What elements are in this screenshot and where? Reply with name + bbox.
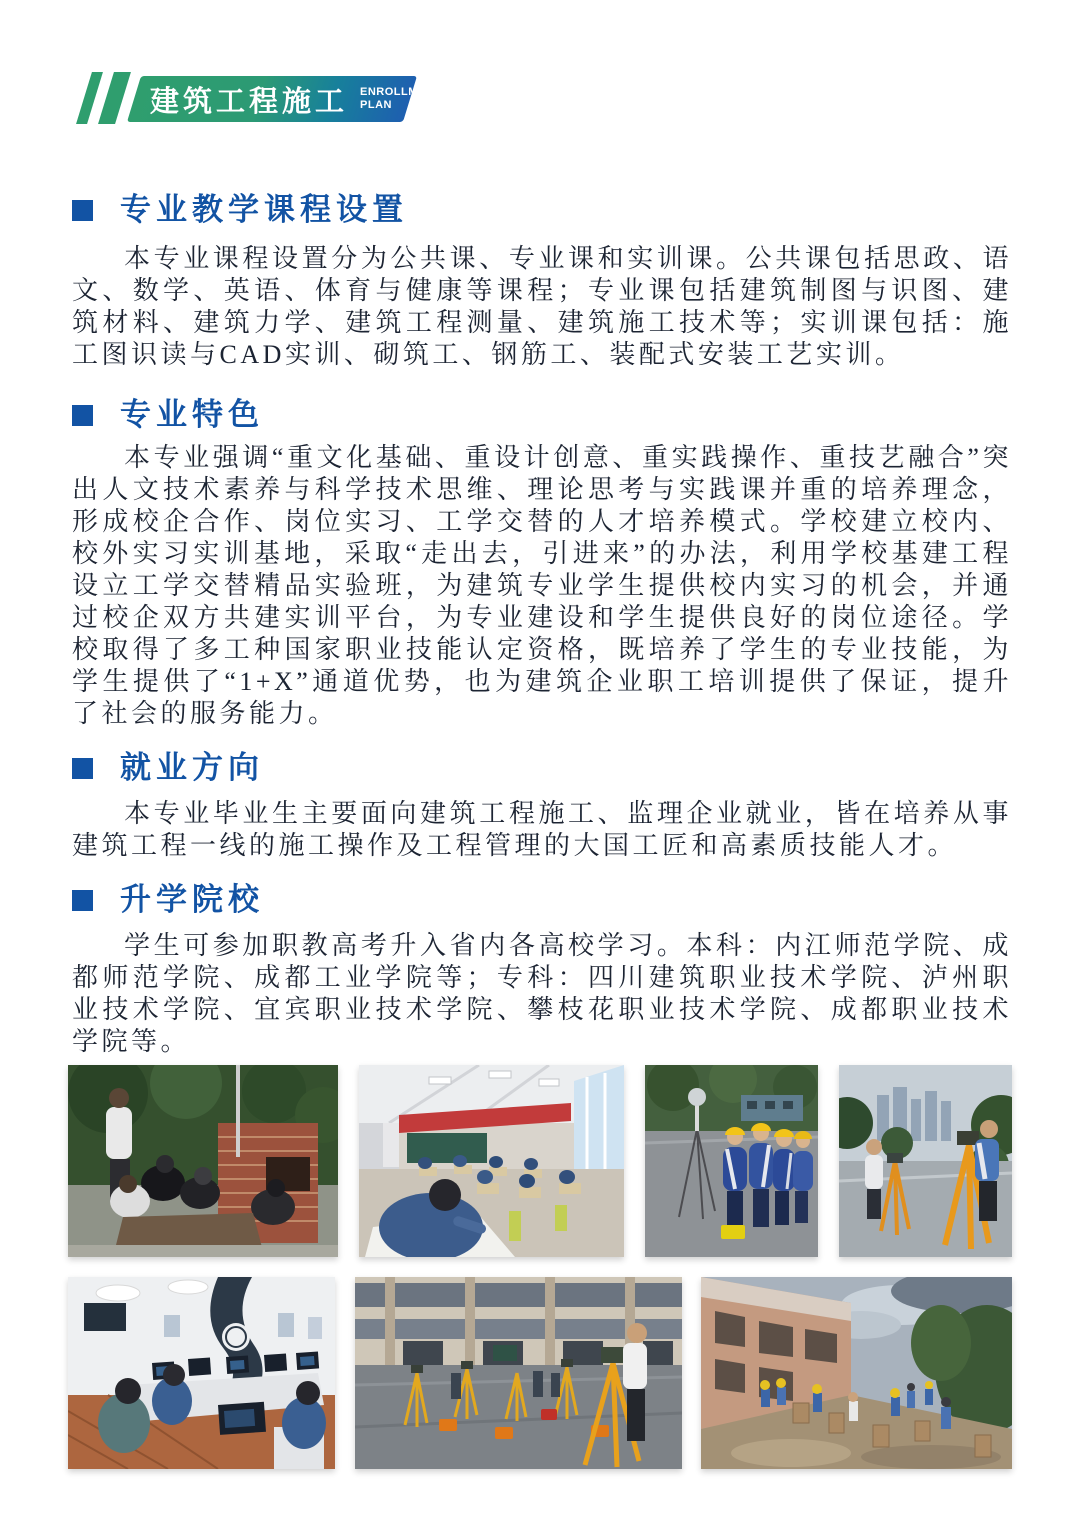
content-area	[72, 192, 1012, 1058]
section-title-employment	[72, 750, 1012, 786]
square-bullet-icon	[72, 405, 93, 426]
section-title-text: 就业方向	[120, 750, 264, 785]
employment-paragraph: 本专业毕业生主要面向建筑工程施工、监理企业就业，皆在培养从事建筑工程一线的施工操作及工程管理的大国工匠和高素质技能人才。	[72, 799, 1012, 860]
photo-illustration	[359, 1065, 624, 1257]
photo-illustration	[839, 1065, 1012, 1257]
photo-drafting-classroom	[359, 1065, 624, 1257]
photo-illustration	[355, 1277, 682, 1469]
section-title-curriculum	[72, 192, 1012, 228]
photo-illustration	[68, 1277, 335, 1469]
photo-grid	[68, 1065, 1012, 1469]
photo-row-1	[68, 1065, 1012, 1257]
square-bullet-icon	[72, 200, 93, 221]
photo-masonry-bricklaying-practice	[68, 1065, 338, 1257]
banner-title-en	[360, 86, 441, 112]
photo-cad-computer-lab	[68, 1277, 335, 1469]
banner-stripe-2	[98, 72, 131, 124]
section-title-colleges	[72, 882, 1012, 918]
section-title-text: 升学院校	[120, 882, 264, 917]
photo-illustration	[701, 1277, 1012, 1469]
square-bullet-icon	[72, 890, 93, 911]
section-title-text: 专业特色	[120, 397, 264, 432]
banner-stripe-1	[76, 72, 103, 124]
features-paragraph: 本专业强调“重文化基础、重设计创意、重实践操作、重技艺融合”突出人文技术素养与科学技术思维、理论思考与实践课并重的培养理念，形成校企合作、岗位实习、工学交替的人才培养模式。学校建立校内、校外实习实训基地，采取“走出去，引进来”的办法，利用学校基建工程设立工学交替精品实验班，为建筑专业学生提供校内实习的机会，并通过校企双方共建实训平台，为专业建设和学生提供良好的岗位途径。学校取得了多工种国家职业技能认定资格，既培养了学生的专业技能，为学生提供了“1+X”通道优势，也为建筑企业职工培训提供了保证，提升了社会的服务能力。	[72, 443, 1012, 728]
banner-en-line1: ENROLLMENT	[360, 86, 442, 98]
section-title-text: 专业教学课程设置	[120, 192, 408, 227]
photo-campus-surveying-practice	[355, 1277, 682, 1469]
colleges-paragraph: 学生可参加职教高考升入省内各高校学习。本科：内江师范学院、成都师范学院、成都工业学院等；专科：四川建筑职业技术学院、泸州职业技术学院、宜宾职业技术学院、攀枝花职业技术学院、成都职业技术学院等。	[72, 931, 1012, 1056]
banner-en-line2: PLAN	[360, 99, 392, 111]
photo-construction-site-practice	[701, 1277, 1012, 1469]
curriculum-paragraph: 本专业课程设置分为公共课、专业课和实训课。公共课包括思政、语文、数学、英语、体育与健康等课程；专业课包括建筑制图与识图、建筑材料、建筑力学、建筑工程测量、建筑施工技术等；实训课包括：施工图识读与CAD实训、砌筑工、钢筋工、装配式安装工艺实训。	[72, 244, 1012, 369]
section-title-features	[72, 397, 1012, 433]
square-bullet-icon	[72, 758, 93, 779]
photo-gps-surveying-group	[645, 1065, 818, 1257]
photo-illustration	[645, 1065, 818, 1257]
photo-row-2	[68, 1277, 1012, 1469]
photo-illustration	[68, 1065, 338, 1257]
banner-title-zh: 建筑工程施工	[150, 85, 349, 118]
photo-leveling-tripods-city	[839, 1065, 1012, 1257]
banner-text	[150, 76, 441, 122]
header-banner	[0, 70, 1080, 128]
